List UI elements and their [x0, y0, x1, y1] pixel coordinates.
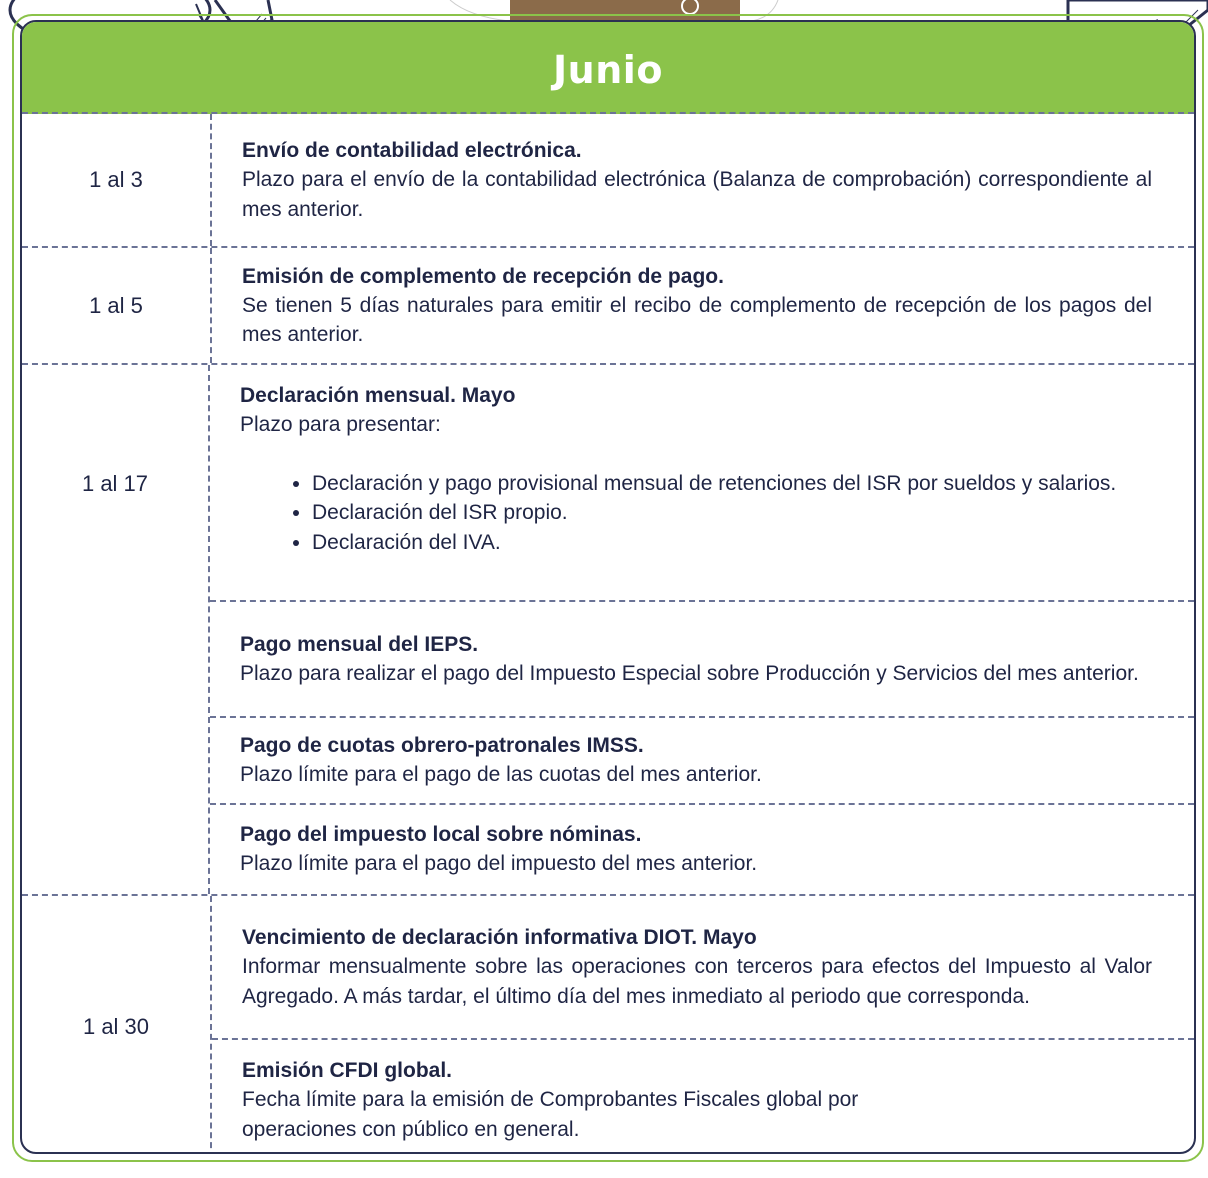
date-label: 1 al 3	[22, 114, 212, 246]
entry-description: Se tienen 5 días naturales para emitir el recibo de complemento de recepción de los pagos del mes anterior.	[242, 293, 1152, 346]
bullet-item: • Declaración del IVA.	[312, 528, 1152, 558]
entries-list	[212, 114, 1194, 246]
date-label: 1 al 30	[22, 896, 212, 1154]
entry-title: Envío de contabilidad electrónica.	[242, 139, 582, 162]
obligation-entry	[210, 718, 1194, 805]
entry-description: Plazo para el envío de la contabilidad electrónica (Balanza de comprobación) correspondiente al mes anterior.	[242, 168, 1152, 221]
entry-title: Pago mensual del IEPS.	[240, 632, 479, 656]
entry-description: Plazo límite para el pago del impuesto del mes anterior.	[240, 852, 758, 876]
entry-title: Vencimiento de declaración informativa DIOT. Mayo	[242, 926, 757, 949]
bullet-item: • Declaración y pago provisional mensual de retenciones del ISR por sueldos y salarios.	[312, 469, 1152, 499]
date-group	[22, 114, 1194, 248]
obligation-entry	[212, 1040, 1194, 1154]
entries-list	[212, 896, 1194, 1154]
obligation-entry	[212, 248, 1194, 363]
entry-description: Informar mensualmente sobre las operaciones con terceros para efectos del Impuesto al Valor Agregado. A más tardar, el último día del mes inmediato al periodo que corresponda.	[242, 955, 1152, 1008]
bullet-list	[240, 469, 1152, 558]
date-label: 1 al 5	[22, 248, 212, 363]
entries-list	[210, 365, 1194, 894]
entry-title: Emisión de complemento de recepción de pago.	[242, 264, 724, 288]
entries-list	[212, 248, 1194, 363]
bullet-item: • Declaración del ISR propio.	[312, 498, 1152, 528]
entry-title: Pago de cuotas obrero-patronales IMSS.	[240, 734, 644, 758]
calendar-card	[20, 20, 1196, 1154]
obligation-entry	[212, 114, 1194, 246]
entry-title: Emisión CFDI global.	[242, 1059, 453, 1082]
entry-title: Pago del impuesto local sobre nóminas.	[240, 823, 642, 847]
date-group	[22, 248, 1194, 365]
entry-description: Plazo para realizar el pago del Impuesto Especial sobre Producción y Servicios del mes anterior.	[240, 661, 1139, 685]
obligation-entry	[212, 896, 1194, 1040]
month-title: Junio	[553, 48, 663, 92]
entry-title: Declaración mensual. Mayo	[240, 384, 516, 407]
obligation-entry	[210, 805, 1194, 894]
entry-description: Plazo para presentar:	[240, 413, 441, 436]
obligation-entry	[210, 602, 1194, 718]
entry-description: Fecha límite para la emisión de Comprobantes Fiscales global por operaciones con público en general.	[242, 1088, 859, 1141]
obligations-table	[22, 114, 1194, 1154]
date-label: 1 al 17	[22, 365, 210, 894]
month-header	[22, 22, 1194, 114]
entry-description: Plazo límite para el pago de las cuotas del mes anterior.	[240, 763, 762, 787]
date-group	[22, 896, 1194, 1154]
date-group	[22, 365, 1194, 896]
obligation-entry	[210, 365, 1194, 602]
